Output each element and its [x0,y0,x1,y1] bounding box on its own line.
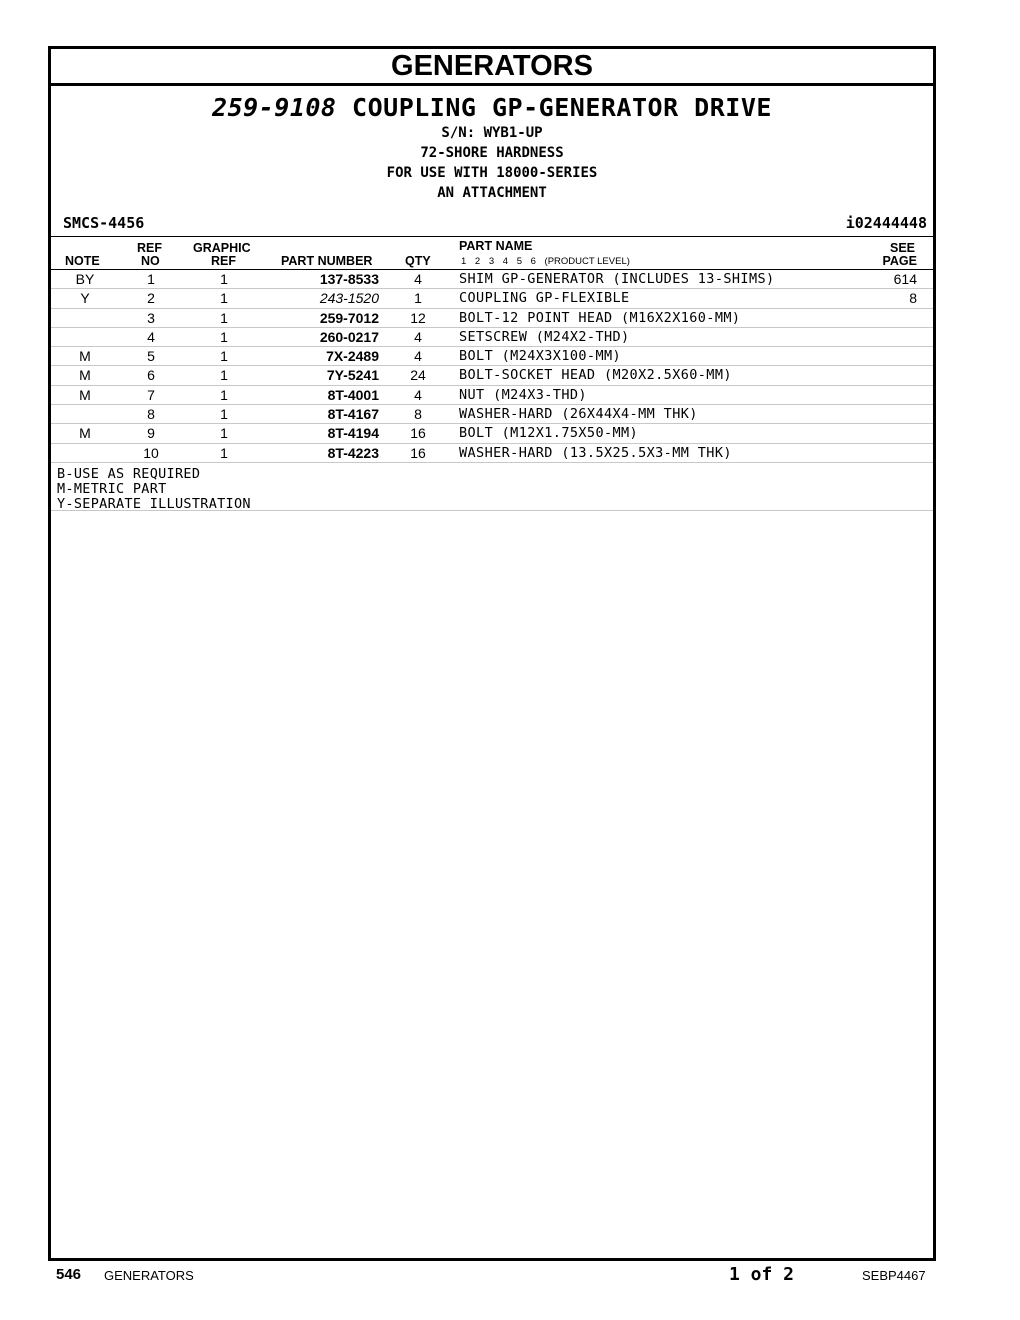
parts-list [51,270,933,463]
part-number-cell: 7Y-5241 [326,367,379,384]
serial-line: S/N: WYB1-UP [441,125,543,141]
ref-no-cell: 9 [147,425,155,442]
document-number: SEBP4467 [862,1268,926,1283]
part-name-cell: COUPLING GP-FLEXIBLE [459,290,630,307]
part-name-cell: BOLT (M24X3X100-MM) [459,348,622,365]
legend-item: Y-SEPARATE ILLUSTRATION [57,495,251,512]
col-ref-top: REF [137,241,162,255]
group-name: COUPLING GP-GENERATOR DRIVE [352,93,772,122]
part-name-cell: BOLT-12 POINT HEAD (M16X2X160-MM) [459,309,741,326]
graphic-ref-cell: 1 [220,348,228,365]
qty-cell: 8 [414,406,422,423]
page-of: 1 of 2 [729,1264,795,1285]
graphic-ref-cell: 1 [220,367,228,384]
part-number-cell: 8T-4194 [327,425,379,442]
graphic-ref-cell: 1 [220,425,228,442]
part-number-cell: 8T-4223 [327,444,379,461]
page-frame [48,46,936,1261]
ref-no-cell: 3 [147,309,155,326]
ref-no-cell: 10 [143,444,159,461]
see-page-cell: 8 [909,290,917,307]
section-title: GENERATORS [51,49,933,86]
note-cell: BY [75,271,95,287]
graphic-ref-cell: 1 [220,309,228,326]
part-number-cell: 260-0217 [319,328,379,345]
product-level-label: (PRODUCT LEVEL) [544,256,630,267]
graphic-ref-cell: 1 [220,406,228,423]
footer-section: GENERATORS [104,1268,194,1283]
table-row [51,424,933,443]
part-name-cell: BOLT-SOCKET HEAD (M20X2.5X60-MM) [459,367,732,384]
qty-cell: 24 [410,367,426,384]
table-row [51,386,933,405]
ref-no-cell: 5 [147,348,155,365]
group-title [51,93,933,123]
qty-cell: 16 [410,425,426,442]
part-name-cell: SETSCREW (M24X2-THD) [459,328,630,345]
note-cell: M [79,348,91,365]
qty-cell: 1 [414,290,422,307]
note-cell: M [79,367,91,384]
part-number-cell: 259-7012 [319,309,379,326]
part-name-cell: WASHER-HARD (13.5X25.5X3-MM THK) [459,444,732,461]
notes-legend [51,463,933,511]
attachment-line: AN ATTACHMENT [437,185,547,201]
note-cell: M [79,386,91,403]
qty-cell: 4 [414,328,422,345]
illustration-id: i02444448 [845,214,927,232]
level-numbers: 1 2 3 4 5 6 [461,256,536,267]
hardness-line: 72-SHORE HARDNESS [420,145,564,161]
part-number-cell: 7X-2489 [326,348,379,365]
group-header [51,93,933,203]
col-part-number: PART NUMBER [281,254,373,268]
table-row [51,270,933,289]
col-see-bottom: PAGE [882,254,917,268]
col-ref-bottom: NO [141,254,160,268]
page-number: 546 [56,1266,82,1283]
table-row [51,444,933,463]
ref-no-cell: 2 [147,290,155,307]
qty-cell: 16 [410,444,426,461]
qty-cell: 4 [414,271,422,287]
see-page-cell: 614 [893,271,917,287]
graphic-ref-cell: 1 [220,386,228,403]
ref-no-cell: 7 [147,386,155,403]
graphic-ref-cell: 1 [220,328,228,345]
col-note: NOTE [65,254,100,268]
col-qty: QTY [405,254,431,268]
table-row [51,366,933,385]
part-name-cell: NUT (M24X3-THD) [459,386,587,403]
smcs-code: SMCS-4456 [63,214,145,232]
table-row [51,328,933,347]
part-number-cell: 137-8533 [319,271,379,287]
table-row [51,405,933,424]
col-graphic-top: GRAPHIC [193,241,251,255]
table-row [51,289,933,308]
col-graphic-bottom: REF [211,254,236,268]
part-name-cell: SHIM GP-GENERATOR (INCLUDES 13-SHIMS) [459,271,775,287]
qty-cell: 4 [414,348,422,365]
graphic-ref-cell: 1 [220,271,228,287]
col-see-top: SEE [889,241,915,255]
part-number-cell: 243-1520 [319,290,379,307]
table-row [51,309,933,328]
part-number-cell: 8T-4167 [327,406,379,423]
part-name-cell: BOLT (M12X1.75X50-MM) [459,425,639,442]
col-part-name: PART NAME [459,239,533,253]
col-product-levels [461,256,630,267]
legend-item: B-USE AS REQUIRED [57,465,201,482]
usage-line: FOR USE WITH 18000-SERIES [386,165,598,181]
ref-no-cell: 6 [147,367,155,384]
part-name-cell: WASHER-HARD (26X44X4-MM THK) [459,406,698,423]
ref-no-cell: 4 [147,328,155,345]
table-row [51,347,933,366]
ref-no-cell: 1 [147,271,155,287]
page-footer [0,1262,1020,1292]
meta-row [51,210,933,236]
note-cell: Y [80,290,90,307]
legend-item: M-METRIC PART [57,480,167,497]
graphic-ref-cell: 1 [220,290,228,307]
part-number-cell: 8T-4001 [327,386,379,403]
note-cell: M [79,425,91,442]
qty-cell: 12 [410,309,426,326]
ref-no-cell: 8 [147,406,155,423]
qty-cell: 4 [414,386,422,403]
group-number: 259-9108 [212,93,337,122]
column-header [51,237,933,270]
graphic-ref-cell: 1 [220,444,228,461]
